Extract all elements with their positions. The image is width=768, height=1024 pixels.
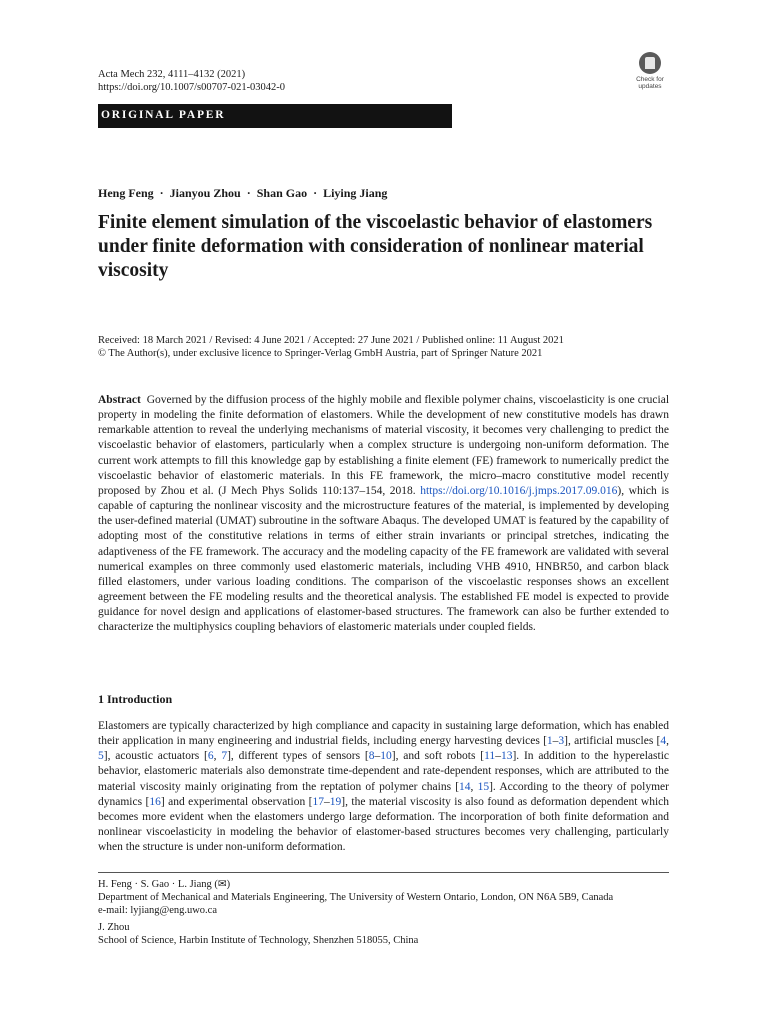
affiliation-department: Department of Mechanical and Materials Engineering, The University of Western Ontario, London, ON N6A 5B9, Canada: [98, 892, 614, 903]
author-separator: ·: [313, 186, 318, 200]
paper-title: Finite element simulation of the viscoelastic behavior of elastomers under finite deformation with consideration of nonlinear material viscosity: [98, 212, 653, 281]
introduction-paragraph: Elastomers are typically characterized by high compliance and capacity in sustaining large deformation, which has enabled their application in many engineering and industrial fields, including energy harvesting devices [1–3], artificial muscles [4, 5], acoustic actuators [6, 7], different types of sensors [8–10], and soft robots [11–13]. In addition to the hyperelastic behavior, elastomeric materials also demonstrate time-dependent and rate-dependent responses, which are attributed to the material viscosity mainly originating from the reptation of polymer chains [14, 15]. According to the theory of polymer dynamics [16] and experimental observation [17–19], the material viscosity is also found as deformation dependent which becomes more evident when the elastomers undergo large deformation. The incorporation of both finite deformation and nonlinear viscoelasticity in modeling the behavior of elastomer-based structures becomes very challenging, particularly when the structure is under non-uniform deformation.: [98, 720, 669, 854]
author-separator: ·: [246, 186, 251, 200]
citation-link[interactable]: 7: [221, 750, 228, 763]
author-name[interactable]: Heng Feng: [98, 186, 154, 200]
author-list: [98, 186, 387, 201]
author-separator: ·: [159, 186, 164, 200]
citation-link[interactable]: 5: [98, 750, 104, 763]
reference-doi-link[interactable]: https://doi.org/10.1016/j.jmps.2017.09.016: [420, 484, 618, 497]
affiliation-block: [98, 921, 669, 947]
citation-link[interactable]: 13: [500, 750, 513, 763]
citation-link[interactable]: 16: [149, 795, 161, 808]
citation-link[interactable]: 3: [558, 735, 565, 748]
citation-link[interactable]: 8: [368, 750, 375, 763]
abstract-text: ), which is capable of capturing the nonlinear viscosity and the microstructure features of the material, is implemented by developing the user-defined material (UMAT) subroutine in the software Abaqus. The developed UMAT is featured by the capability of adopting most of the constitutive relations in terms of either strain invariants or principal stretches, indicating the adaptiveness of the FE framework. The accuracy and the modeling capacity of the FE framework are validated with several numerical examples on three commonly used elastomeric materials, including VHB 4910, HNBR50, and carbon black filled elastomers, under various loading conditions. The comparison of the viscoelastic responses shows an excellent agreement between the FE modeling results and the theoretical analysis. The established FE model is expected to provide guidance for novel design and applications of elastomer-based structures. The framework can also be further extended to characterize the multiphysics coupling behaviors of elastomeric materials under coupled fields.: [98, 484, 670, 634]
journal-doi[interactable]: https://doi.org/10.1007/s00707-021-03042-0: [98, 82, 286, 93]
crossmark-badge[interactable]: [630, 52, 670, 92]
citation-link[interactable]: 6: [207, 750, 214, 763]
affiliation-department: School of Science, Harbin Institute of Technology, Shenzhen 518055, China: [98, 935, 419, 946]
citation-link[interactable]: 19: [329, 795, 342, 808]
author-name[interactable]: Shan Gao: [256, 186, 308, 200]
citation-link[interactable]: 4: [660, 735, 667, 748]
affiliation-block: [98, 878, 669, 917]
crossmark-text: Check for updates: [636, 76, 664, 90]
journal-citation: Acta Mech 232, 4111–4132 (2021): [98, 69, 246, 80]
footnote-divider: [98, 872, 669, 873]
abstract-text: Governed by the diffusion process of the highly mobile and flexible polymer chains, viscoelasticity is one crucial property in modeling the finite deformation of elastomers. While the development of new constitutive models has drawn remarkable attention to reveal the underlying mechanisms of material viscosity, it becomes very challenging to predict the viscoelastic behavior of elastomers, particularly when a complex structure is undergoing non-uniform deformation. The current work attempts to fill this knowledge gap by establishing a finite element (FE) framework to numerically predict the viscoelastic behavior of elastomeric materials. In this FE framework, the micro–macro constitutive model recently proposed by Zhou et al. (J Mech Phys Solids 110:137–154, 2018.: [98, 394, 670, 497]
citation-link[interactable]: 1: [546, 735, 553, 748]
abstract-label: Abstract: [98, 394, 141, 406]
author-name[interactable]: Jianyou Zhou: [169, 186, 241, 200]
citation-link[interactable]: 14: [459, 780, 471, 793]
affiliation-authors: J. Zhou: [98, 922, 130, 933]
crossmark-icon: [639, 52, 661, 74]
citation-link[interactable]: 15: [477, 780, 490, 793]
copyright-notice: © The Author(s), under exclusive licence to Springer-Verlag GmbH Austria, part of Springer Nature 2021: [98, 348, 543, 359]
publication-history: [98, 334, 698, 360]
citation-link[interactable]: 10: [380, 750, 392, 763]
section-heading-introduction: 1 Introduction: [98, 692, 173, 706]
author-name[interactable]: Liying Jiang: [323, 186, 388, 200]
article-type-banner: ORIGINAL PAPER: [98, 104, 452, 128]
citation-link[interactable]: 11: [484, 750, 496, 763]
affiliation-authors: H. Feng · S. Gao · L. Jiang (✉): [98, 879, 231, 890]
journal-header: [98, 68, 285, 94]
date-history: Received: 18 March 2021 / Revised: 4 June 2021 / Accepted: 27 June 2021 / Published online: 11 August 2021: [98, 335, 564, 346]
citation-link[interactable]: 17: [312, 795, 324, 808]
corresponding-email[interactable]: e-mail: lyjiang@eng.uwo.ca: [98, 905, 218, 916]
abstract: [98, 393, 669, 636]
